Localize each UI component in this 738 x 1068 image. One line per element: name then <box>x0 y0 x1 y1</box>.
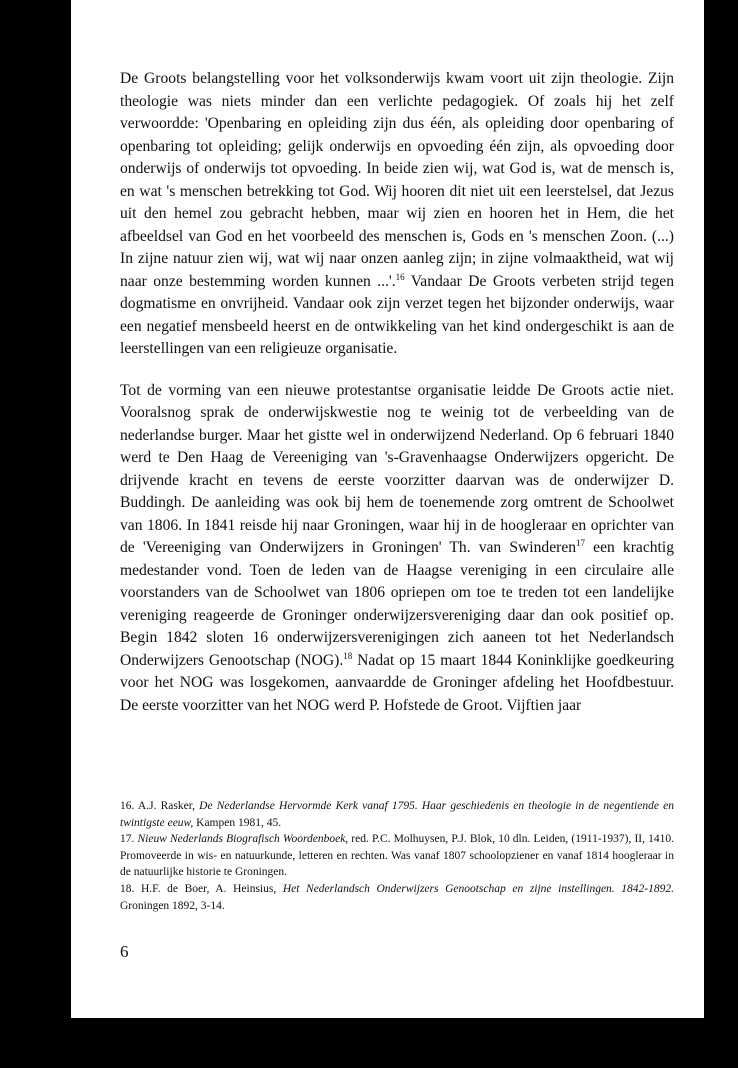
footnote <box>120 881 674 914</box>
text-run: Nadat op 15 maart 1844 Koninklijke goedkeuring voor het NOG was losgekomen, aanvaardde de Groninger afdeling het Hoofdbestuur. De eerste voorzitter van het NOG werd P. Hofstede de Groot. Vijftien jaar <box>120 651 674 714</box>
left-scan-border <box>0 0 71 1068</box>
text-run: 18. H.F. de Boer, A. Heinsius, <box>120 882 283 895</box>
text-run: 17. <box>120 833 138 846</box>
right-scan-border <box>704 0 738 1068</box>
footnote-ref: 18 <box>343 650 353 661</box>
page-number: 6 <box>120 942 129 961</box>
text-run: Tot de vorming van een nieuwe protestantse organisatie leidde De Groots actie niet. Vooralsnog sprak de onderwijskwestie nog te weinig tot de verbeelding van de nederlandse burger. Maar het gistte wel in onderwijzend Nederland. Op 6 februari 1840 werd te Den Haag de Vereeniging van 's-Gravenhaagse Onderwijzers opgericht. De drijvende kracht en tevens de eerste voorzitter daarvan was de onderwijzer D. Buddingh. De aanleiding was ook bij hem de toenemende zorg omtrent de Schoolwet van 1806. In 1841 reisde hij naar Groningen, waar hij in de hoogleraar en oprichter van de 'Vereeniging van Onderwijzers in Groningen' Th. van Swinderen <box>120 381 674 556</box>
text-run: een krachtig medestander vond. Toen de leden van de Haagse vereniging in een circulaire alle voorstanders van de Schoolwet van 1806 opriepen om toe te treden tot een landelijke vereniging reageerde de Groninger onderwijzersvereniging daar dan ook positief op. Begin 1842 sloten 16 onderwijzersverenigingen zich aaneen tot het Nederlandsch Onderwijzers Genootschap (NOG). <box>120 539 674 669</box>
footnote-ref: 17 <box>576 538 586 548</box>
text-run: Groningen 1892, 3-14. <box>120 899 225 912</box>
footnote <box>120 831 674 881</box>
text-run: 16. A.J. Rasker, <box>120 800 200 812</box>
text-run: red. P.C. Molhuysen, P.J. Blok, 10 dln. Leiden, (1911-1937), II, 1410. Promoveerde in wis- en natuurkunde, letteren en rechten. Was vanaf 1807 schoolopziener en vanaf 1814 hoogleraar in de natuurlijke historie te Groningen. <box>120 833 674 879</box>
italic-title: Het Nederlandsch Onderwijzers Genootschap en zijne instellingen. 1842-1892. <box>282 882 674 895</box>
italic-title: Nieuw Nederlands Biografisch Woordenboek, <box>137 833 349 846</box>
text-run: Kampen 1981, 45. <box>193 816 282 829</box>
footnote <box>120 798 674 831</box>
text-run: Vandaar De Groots verbeten strijd tegen dogmatisme en onvrijheid. Vandaar ook zijn verzet tegen het bijzonder onderwijs, waar een negatief mensbeeld heerst en de ontwikkeling van het kind ondergeschikt is aan de leerstellingen van een religieuze organisatie. <box>120 272 675 357</box>
footnote-ref: 16 <box>395 271 405 282</box>
paragraph <box>120 68 674 361</box>
text-run: De Groots belangstelling voor het volksonderwijs kwam voort uit zijn theologie. Zijn theologie was niets minder dan een verlichte pedagogiek. Of zoals hij het zelf verwoordde: 'Openbaring en opleiding zijn dus één, als opleiding door openbaring of openbaring tot opleiding; gelijk onderwijs en opvoeding één zijn, als opvoeding door onderwijs of onderwijs tot opvoeding. In beide zien wij, wat God is, wat de mensch is, en wat 's menschen betrekking tot God. Wij hooren dit niet uit een leerstelsel, dat Jezus uit den hemel zou gebracht hebben, maar wij zien en hooren het in Hem, die het afbeeldsel van God en het voorbeeld des menschen is, Gods en 's menschen Zoon. (...) In zijne natuur zien wij, wat wij naar onzen aanleg zijn; in zijne volmaaktheid, wat wij naar onze bestemming worden kunnen ...'. <box>120 70 674 290</box>
paragraph <box>120 380 674 718</box>
body-text <box>120 68 674 717</box>
footnotes <box>120 798 674 914</box>
italic-title: De Nederlandse Hervormde Kerk vanaf 1795. Haar geschiedenis en theologie in de negentiende en twintigste eeuw, <box>120 800 674 829</box>
bottom-scan-border <box>0 1018 738 1068</box>
